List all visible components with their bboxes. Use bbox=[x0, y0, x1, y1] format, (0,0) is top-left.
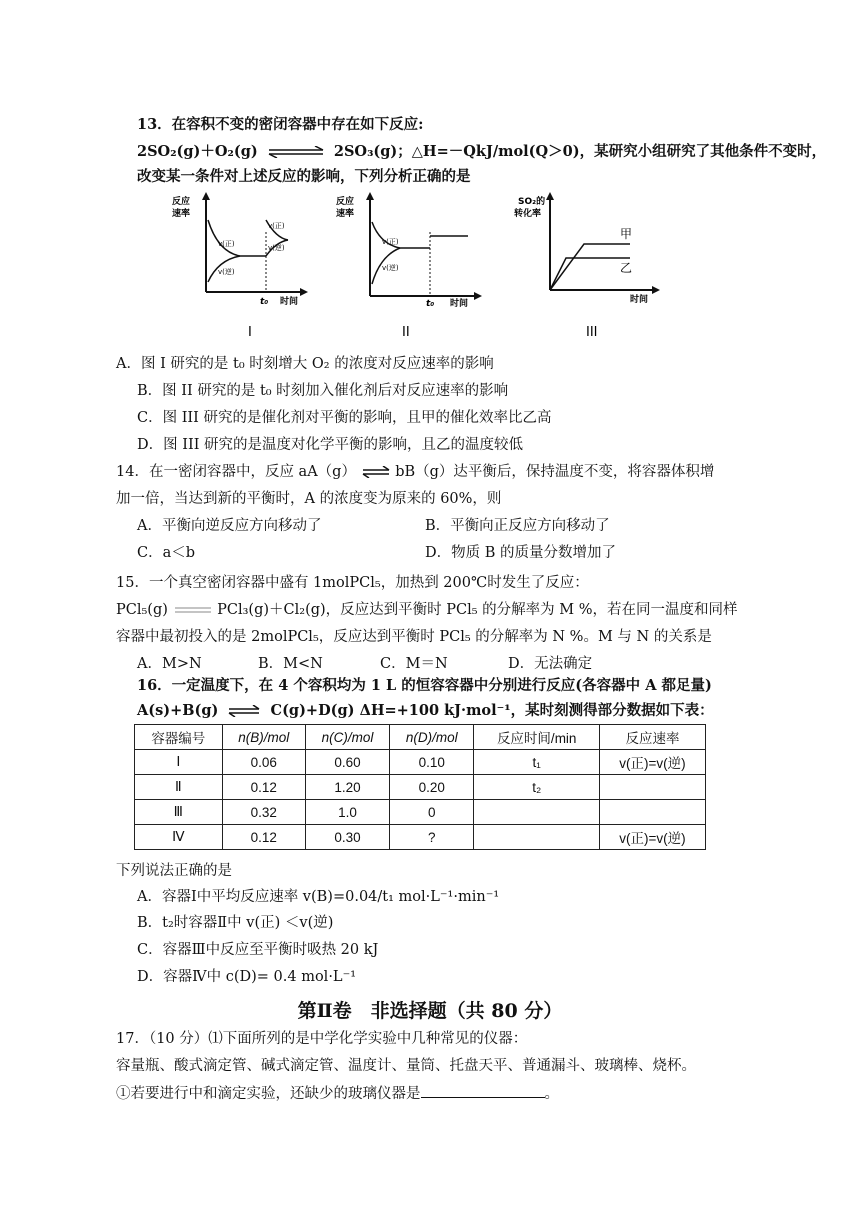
q17-line2: 容量瓶、酸式滴定管、碱式滴定管、温度计、量筒、托盘天平、普通漏斗、玻璃棒、烧杯。 bbox=[116, 1058, 696, 1074]
graph3-curve-a: 甲 bbox=[620, 227, 633, 241]
q16-option-c: C．容器Ⅲ中反应至平衡时吸热 20 kJ bbox=[137, 942, 379, 958]
graph2-xlabel: 时间 bbox=[450, 299, 469, 309]
table-cell: 0.30 bbox=[305, 825, 389, 850]
table-header: 容器编号 bbox=[135, 725, 223, 750]
equilibrium-arrow-icon bbox=[173, 604, 213, 616]
graph2-ylabel1: 反应 bbox=[336, 197, 355, 207]
q13-stem: 13．在容积不变的密闭容器中存在如下反应: bbox=[137, 116, 424, 133]
q15-line2 bbox=[116, 600, 738, 620]
q13-option-c: C．图 III 研究的是催化剂对平衡的影响，且甲的催化效率比乙高 bbox=[137, 410, 552, 426]
q14-stem-b: bB（g）达平衡后，保持温度不变，将容器体积增 bbox=[395, 464, 715, 480]
table-cell: 0.10 bbox=[390, 750, 474, 775]
section-2-title: 第Ⅱ卷 非选择题（共 80 分） bbox=[297, 1000, 563, 1022]
graph3-ylabel2: 转化率 bbox=[514, 209, 542, 219]
table-cell: t₂ bbox=[474, 775, 600, 800]
q16-stem: 16．一定温度下，在 4 个容积均为 1 L 的恒容容器中分别进行反应(各容器中 A 都足量) bbox=[137, 677, 712, 694]
table-cell: 0.32 bbox=[222, 800, 305, 825]
table-cell: v(正)=v(逆) bbox=[599, 825, 705, 850]
graph2-curve-a: v(正) bbox=[382, 238, 399, 246]
q15-option-d: D．无法确定 bbox=[508, 656, 593, 672]
q13-graph-3 bbox=[512, 192, 672, 342]
q16-after: 下列说法正确的是 bbox=[116, 863, 232, 879]
q15-line3: 容器中最初投入的是 2molPCl₅，反应达到平衡时 PCl₅ 的分解率为 N %。M 与 N 的关系是 bbox=[116, 629, 712, 645]
graph1-curve-d: v(逆) bbox=[268, 244, 285, 252]
q13-graph-2 bbox=[334, 192, 494, 342]
equilibrium-arrow-icon bbox=[267, 146, 325, 158]
graph2-label: II bbox=[402, 325, 410, 340]
graph1-t0: t₀ bbox=[260, 297, 269, 307]
q16-reaction-right: C(g)+D(g) ΔH=+100 kJ·mol⁻¹，某时刻测得部分数据如下表： bbox=[270, 702, 714, 719]
table-cell: 0.06 bbox=[222, 750, 305, 775]
q13-option-b: B．图 II 研究的是 t₀ 时刻加入催化剂后对反应速率的影响 bbox=[137, 383, 509, 399]
q14-stem2: 加一倍，当达到新的平衡时，A 的浓度变为原来的 60%，则 bbox=[116, 491, 502, 507]
table-cell: Ⅳ bbox=[135, 825, 223, 850]
table-cell: 1.20 bbox=[305, 775, 389, 800]
table-header: n(B)/mol bbox=[222, 725, 305, 750]
answer-blank[interactable] bbox=[421, 1083, 545, 1098]
table-header: 反应时间/min bbox=[474, 725, 600, 750]
q13-reaction-left: 2SO₂(g)＋O₂(g) bbox=[137, 143, 258, 160]
table-cell bbox=[599, 775, 705, 800]
q16-data-table bbox=[134, 724, 706, 850]
table-cell: 0.20 bbox=[390, 775, 474, 800]
table-cell: 0.60 bbox=[305, 750, 389, 775]
graph1-ylabel2: 速率 bbox=[172, 209, 191, 219]
q16-option-a: A．容器Ⅰ中平均反应速率 v(B)=0.04/t₁ mol·L⁻¹·min⁻¹ bbox=[137, 889, 500, 905]
equilibrium-arrow-icon bbox=[227, 705, 261, 717]
graph1-xlabel: 时间 bbox=[280, 297, 299, 307]
table-cell: Ⅲ bbox=[135, 800, 223, 825]
table-row bbox=[135, 775, 706, 800]
q13-reaction bbox=[137, 142, 826, 162]
q15-line2-b: PCl₃(g)＋Cl₂(g)，反应达到平衡时 PCl₅ 的分解率为 M %，若在同一温度和同样 bbox=[217, 602, 738, 618]
q13-option-d: D．图 III 研究的是温度对化学平衡的影响，且乙的温度较低 bbox=[137, 437, 524, 453]
q16-reaction bbox=[137, 701, 714, 721]
table-cell bbox=[474, 825, 600, 850]
table-row bbox=[135, 825, 706, 850]
q13-option-a: A．图 I 研究的是 t₀ 时刻增大 O₂ 的浓度对反应速率的影响 bbox=[116, 356, 494, 372]
q17-line3 bbox=[116, 1083, 559, 1104]
table-cell: v(正)=v(逆) bbox=[599, 750, 705, 775]
table-cell: 0.12 bbox=[222, 775, 305, 800]
q14-option-c: C．a＜b bbox=[137, 545, 196, 561]
graph1-ylabel1: 反应 bbox=[172, 197, 191, 207]
graph2-curve-b: v(逆) bbox=[382, 264, 399, 272]
table-cell: Ⅰ bbox=[135, 750, 223, 775]
table-cell bbox=[599, 800, 705, 825]
q17-line3-text: ①若要进行中和滴定实验，还缺少的玻璃仪器是 bbox=[116, 1086, 421, 1102]
graph3-label: III bbox=[586, 325, 598, 340]
graph3-xlabel: 时间 bbox=[630, 295, 649, 305]
q16-reaction-left: A(s)+B(g) bbox=[137, 702, 219, 719]
table-header-row bbox=[135, 725, 706, 750]
graph1-curve-c: v(正) bbox=[268, 222, 285, 230]
graph1-label: I bbox=[248, 325, 252, 340]
graph2-t0: t₀ bbox=[426, 299, 435, 309]
graph3-ylabel1: SO₂的 bbox=[518, 197, 546, 207]
q15-option-c: C．M＝N bbox=[380, 656, 448, 672]
q15-stem: 15．一个真空密闭容器中盛有 1molPCl₅，加热到 200℃时发生了反应： bbox=[116, 575, 589, 591]
q13-stem2: 改变某一条件对上述反应的影响，下列分析正确的是 bbox=[137, 168, 471, 185]
graph2-ylabel2: 速率 bbox=[336, 209, 355, 219]
table-cell: 1.0 bbox=[305, 800, 389, 825]
table-cell: Ⅱ bbox=[135, 775, 223, 800]
q14-option-d: D．物质 B 的质量分数增加了 bbox=[425, 545, 616, 561]
graph3-curve-b: 乙 bbox=[620, 261, 633, 275]
table-cell: 0 bbox=[390, 800, 474, 825]
q14-option-b: B．平衡向正反应方向移动了 bbox=[425, 518, 610, 534]
q14-stem bbox=[116, 462, 714, 482]
q13-graph-1 bbox=[170, 192, 320, 342]
table-row bbox=[135, 800, 706, 825]
graph1-curve-a: v(正) bbox=[218, 240, 235, 248]
graph1-curve-b: v(逆) bbox=[218, 268, 235, 276]
q15-option-b: B．M<N bbox=[258, 656, 323, 672]
table-row bbox=[135, 750, 706, 775]
q13-reaction-right: 2SO₃(g)；△H=－QkJ/mol(Q＞0)，某研究小组研究了其他条件不变时， bbox=[333, 143, 827, 160]
q14-option-a: A．平衡向逆反应方向移动了 bbox=[137, 518, 322, 534]
q17-line3-end: 。 bbox=[544, 1086, 559, 1102]
table-cell bbox=[474, 800, 600, 825]
table-cell: ? bbox=[390, 825, 474, 850]
q17-line1: 17．（10 分）⑴下面所列的是中学化学实验中几种常见的仪器： bbox=[116, 1031, 528, 1047]
q15-option-a: A．M>N bbox=[137, 656, 202, 672]
table-header: n(C)/mol bbox=[305, 725, 389, 750]
q14-stem-a: 14．在一密闭容器中，反应 aA（g） bbox=[116, 464, 356, 480]
q16-option-b: B．t₂时容器Ⅱ中 v(正) ＜v(逆) bbox=[137, 915, 334, 931]
q16-option-d: D．容器Ⅳ中 c(D)= 0.4 mol·L⁻¹ bbox=[137, 969, 357, 985]
equilibrium-arrow-icon bbox=[361, 466, 391, 478]
table-cell: 0.12 bbox=[222, 825, 305, 850]
q15-line2-a: PCl₅(g) bbox=[116, 602, 168, 618]
table-header: 反应速率 bbox=[599, 725, 705, 750]
table-cell: t₁ bbox=[474, 750, 600, 775]
table-header: n(D)/mol bbox=[390, 725, 474, 750]
